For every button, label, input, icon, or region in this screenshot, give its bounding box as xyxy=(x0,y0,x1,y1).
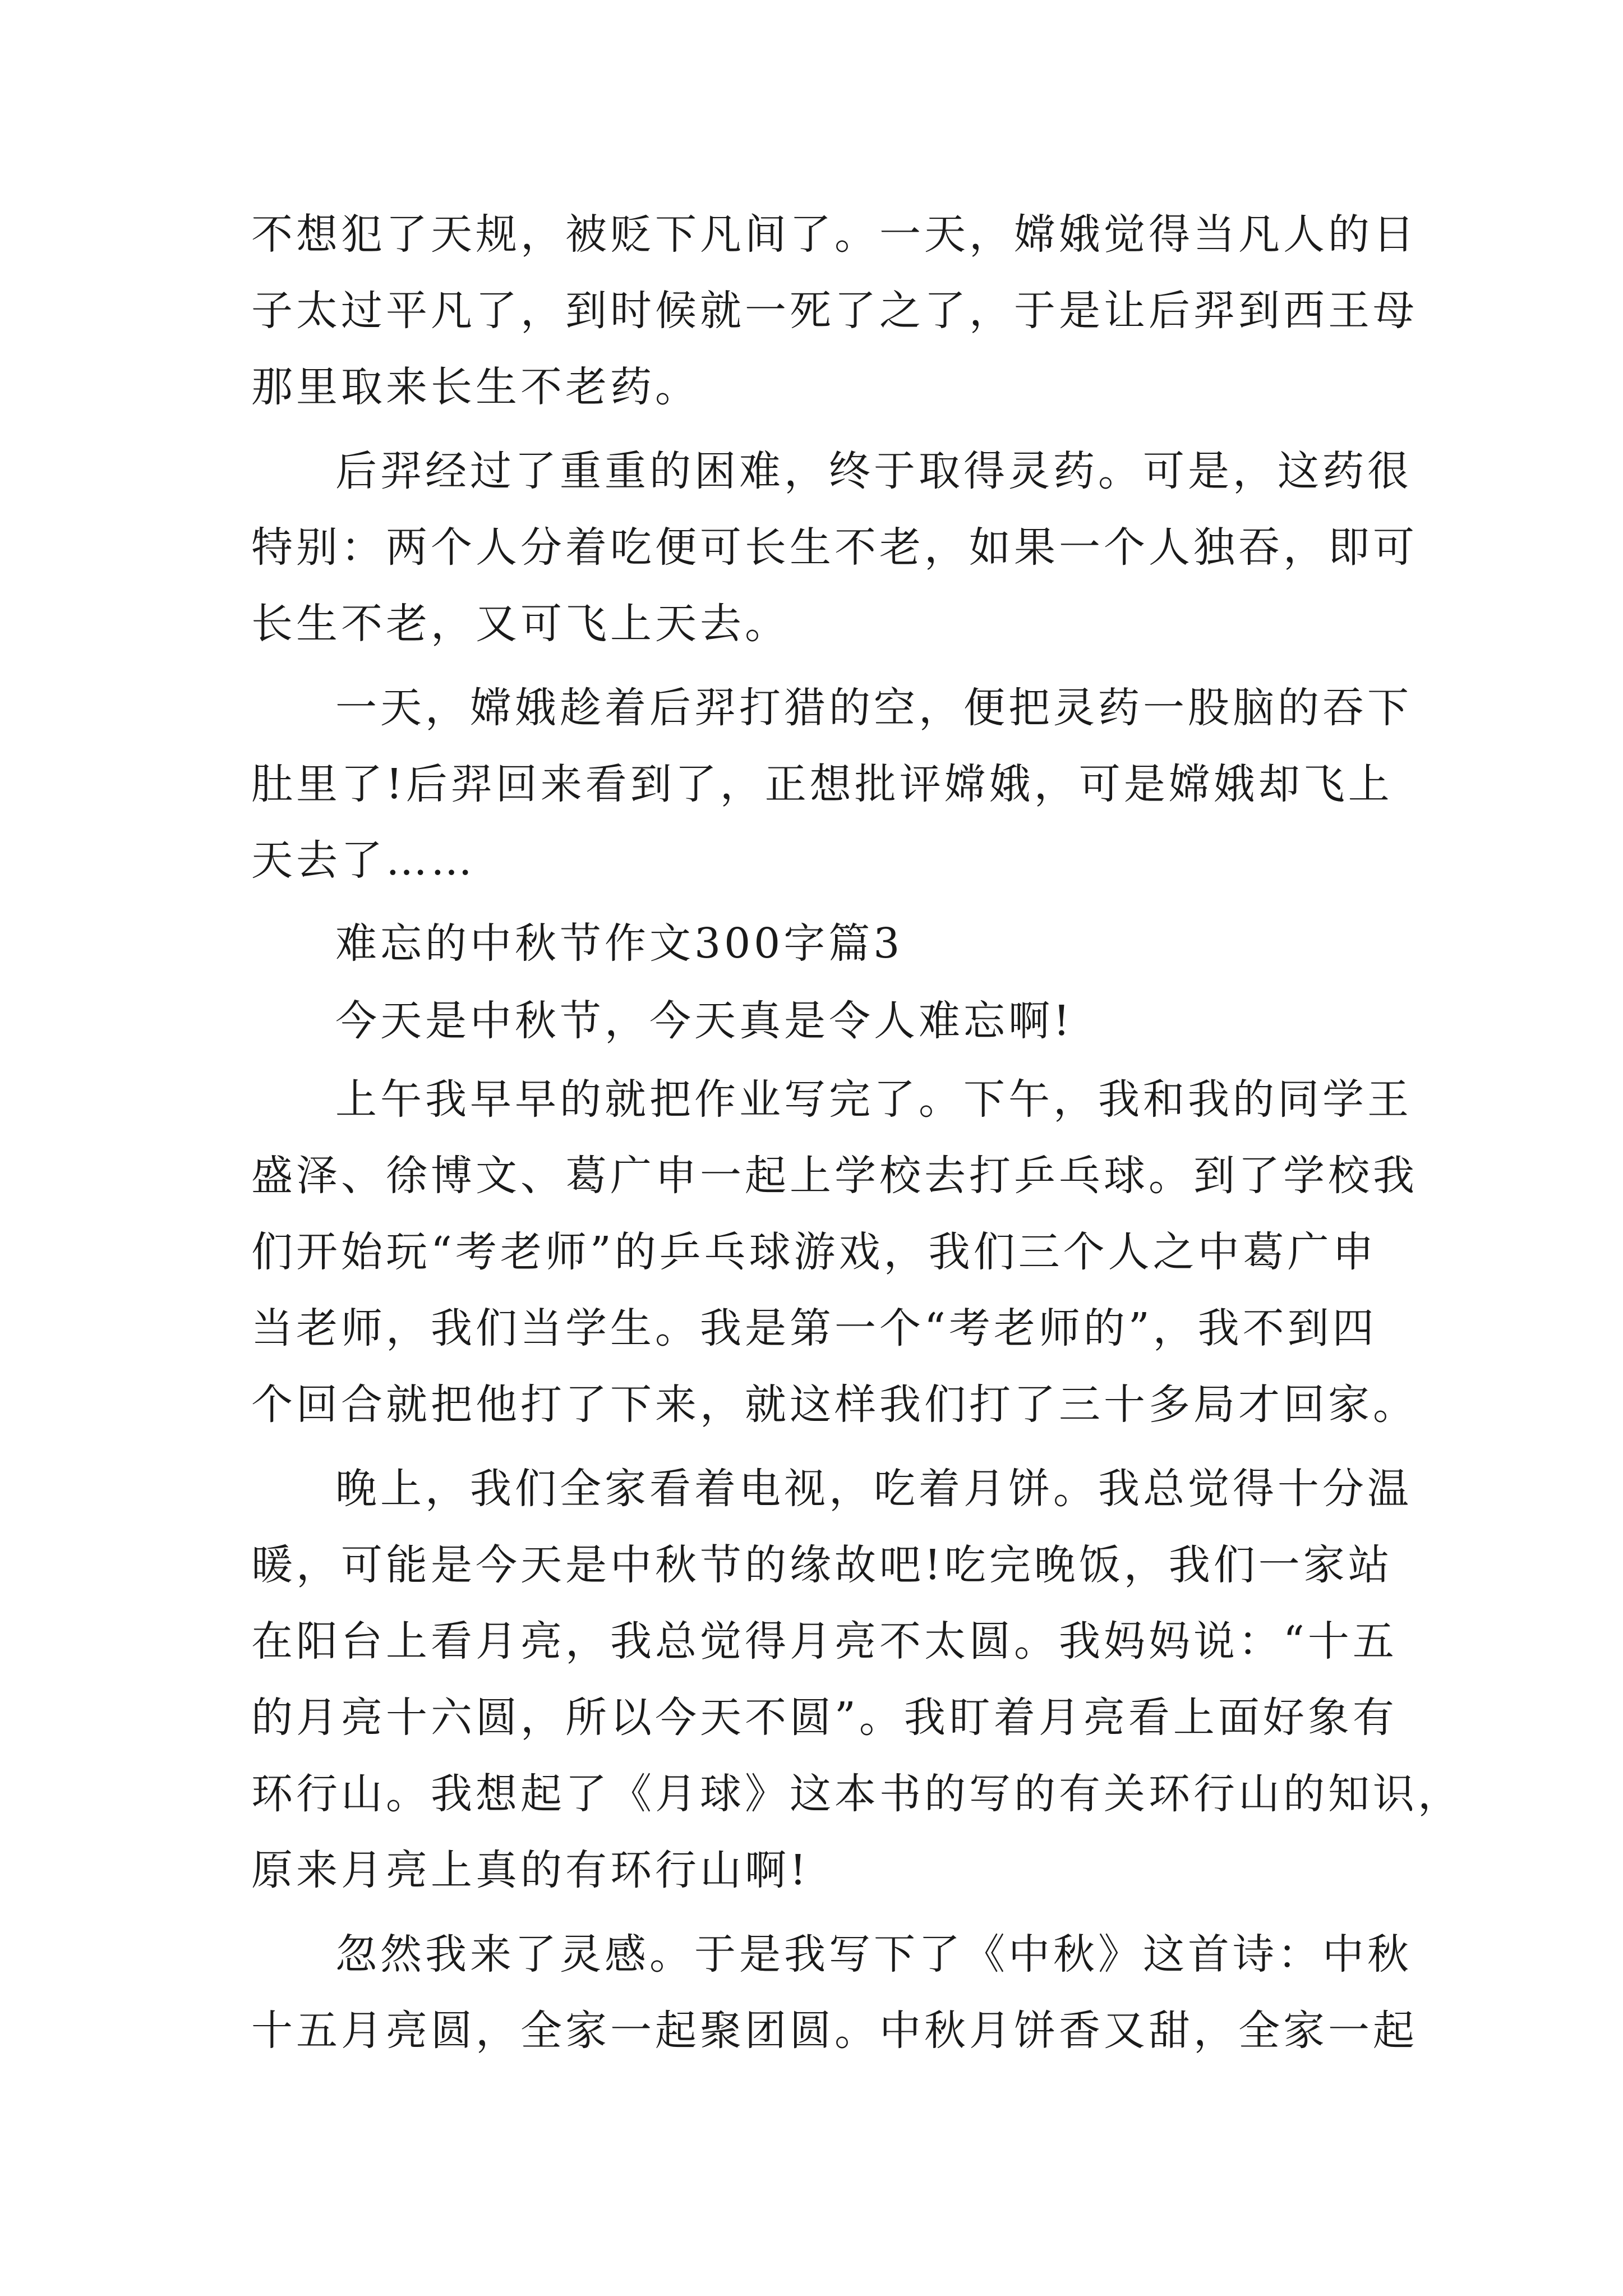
text-line: 十五月亮圆，全家一起聚团圆。中秋月饼香又甜，全家一起 xyxy=(251,2007,1418,2055)
paragraph-start-line: 晚上，我们全家看着电视，吃着月饼。我总觉得十分温 xyxy=(335,1465,1412,1513)
text-line: 盛泽、徐博文、葛广申一起上学校去打乒乓球。到了学校我 xyxy=(251,1152,1418,1200)
text-line: 当老师，我们当学生。我是第一个“考老师的”，我不到四 xyxy=(251,1304,1377,1352)
text-line: 暖，可能是今天是中秋节的缘故吧!吃完晚饭，我们一家站 xyxy=(251,1541,1393,1589)
text-line: 肚里了!后羿回来看到了，正想批评嫦娥，可是嫦娥却飞上 xyxy=(251,760,1393,808)
text-line: 那里取来长生不老药。 xyxy=(251,363,700,411)
paragraph-start-line: 忽然我来了灵感。于是我写下了《中秋》这首诗：中秋 xyxy=(335,1930,1412,1978)
paragraph-start-line: 一天，嫦娥趁着后羿打猎的空，便把灵药一股脑的吞下 xyxy=(335,684,1412,732)
text-line: 的月亮十六圆，所以今天不圆”。我盯着月亮看上面好象有 xyxy=(251,1694,1398,1742)
section-heading: 难忘的中秋节作文300字篇3 xyxy=(335,919,903,968)
paragraph-start-line: 上午我早早的就把作业写完了。下午，我和我的同学王 xyxy=(335,1075,1412,1124)
text-line: 子太过平凡了，到时候就一死了之了，于是让后羿到西王母 xyxy=(251,287,1418,335)
text-line: 在阳台上看月亮，我总觉得月亮不太圆。我妈妈说：“十五 xyxy=(251,1617,1398,1665)
text-line: 环行山。我想起了《月球》这本书的写的有关环行山的知识， xyxy=(251,1770,1463,1818)
text-line: 不想犯了天规，被贬下凡间了。一天，嫦娥觉得当凡人的日 xyxy=(251,210,1418,259)
paragraph-start-line: 今天是中秋节，今天真是令人难忘啊! xyxy=(335,997,1073,1045)
paragraph-start-line: 后羿经过了重重的困难，终于取得灵药。可是，这药很 xyxy=(335,447,1412,495)
text-line: 天去了…… xyxy=(251,836,476,885)
text-line: 特别：两个人分着吃便可长生不老，如果一个人独吞，即可 xyxy=(251,523,1418,572)
text-line: 长生不老，又可飞上天去。 xyxy=(251,600,790,648)
text-line: 原来月亮上真的有环行山啊! xyxy=(251,1846,810,1894)
text-line: 个回合就把他打了下来，就这样我们打了三十多局才回家。 xyxy=(251,1381,1418,1429)
text-line: 们开始玩“考老师”的乒乓球游戏，我们三个人之中葛广申 xyxy=(251,1228,1377,1276)
